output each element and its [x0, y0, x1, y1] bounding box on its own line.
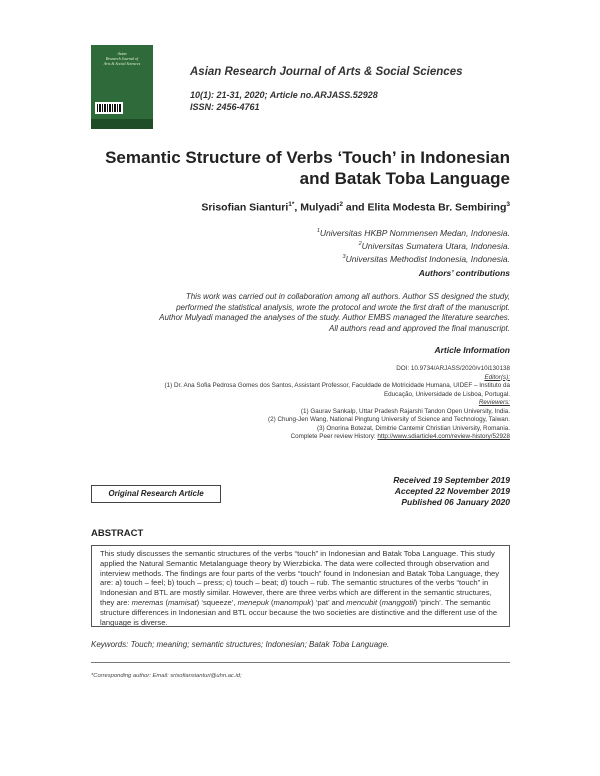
abstract-paren: (: [377, 597, 382, 607]
author-list: [100, 201, 510, 214]
author-name: Mulyadi: [300, 201, 340, 214]
abstract-heading: ABSTRACT: [91, 528, 144, 539]
published-date: Published 06 January 2020: [401, 497, 510, 507]
journal-cover-image: [91, 45, 153, 129]
contrib-text: [100, 292, 510, 334]
author-name: Srisofian Sianturi: [201, 201, 289, 214]
affiliation-sup: 3: [342, 253, 346, 260]
abstract-term: manggotil: [381, 597, 415, 607]
abstract-term: mencubit: [346, 597, 378, 607]
footnote-divider: [91, 662, 510, 663]
corresponding-author: *Corresponding author: Email: srisofiansianturi@uhn.ac.id;: [91, 673, 242, 679]
journal-volume: 10(1): 21-31, 2020; Article no.ARJASS.52928: [190, 90, 378, 100]
abstract-paren: (: [268, 597, 274, 607]
journal-name: Asian Research Journal of Arts & Social Sciences: [190, 66, 463, 78]
affiliation-list: [100, 226, 510, 264]
abstract-paren: ): [414, 597, 418, 607]
abstract-text: This study discusses the semantic structures of the verbs “touch” in Indonesian and Batak Toba Language. This study applied the Natural Semantic Metalanguage theory by Wierzbicka. The data were collected through observation and interview methods. The findings are four parts of the verbs “touch” found in Indonesian and Batak Toba Language, they are: a) touch – feel; b) touch – press; c) touch – beat; d) touch – rub. The semantic structures of the verbs “touch” in Indonesian and BTL are mostly similar. However, there are three verbs which are different in the semantic structures, they are:: [100, 549, 500, 607]
accepted-date: Accepted 22 November 2019: [394, 486, 510, 496]
contrib-heading: Authors’ contributions: [418, 268, 510, 278]
info-heading: Article Information: [434, 345, 510, 355]
abstract-paren: ): [196, 597, 200, 607]
abstract-text: ‘squeeze’,: [199, 597, 238, 607]
contrib-line: performed the statistical analysis, wrote the protocol and wrote the first draft of the manuscript.: [176, 302, 510, 312]
article-dates: [300, 475, 510, 508]
affiliation: [100, 239, 510, 252]
doi: DOI: 10.9734/ARJASS/2020/v10i130138: [396, 365, 510, 372]
paper-title-line: and Batak Toba Language: [299, 169, 510, 188]
received-date: Received 19 September 2019: [393, 475, 510, 485]
reviewer-line: (1) Gaurav Sankalp, Uttar Pradesh Rajarshi Tandon Open University, India.: [300, 407, 510, 415]
affiliation: [100, 252, 510, 265]
affiliation-sup: 2: [358, 240, 362, 247]
cover-band: [91, 119, 153, 129]
author-sup: 2: [339, 201, 343, 208]
paper-title-line: Semantic Structure of Verbs ‘Touch’ in Indonesian: [105, 148, 510, 167]
reviewer-label: Reviewers:: [478, 399, 510, 406]
keywords: Keywords: Touch; meaning; semantic structures; Indonesian; Batak Toba Language.: [91, 640, 390, 649]
cover-title-line: Asian: [117, 51, 127, 56]
journal-issn: ISSN: 2456-4761: [190, 102, 260, 112]
author-separator: and: [342, 201, 368, 214]
affiliation-text: Universitas HKBP Nommensen Medan, Indonesia.: [319, 227, 510, 238]
paper-title: [100, 147, 510, 189]
review-history-link[interactable]: http://www.sdiarticle4.com/review-history/52928: [377, 433, 510, 440]
cover-title: [97, 51, 147, 66]
reviewer-line: (3) Onorina Botezat, Dimitrie Cantemir Christian University, Romania.: [316, 424, 510, 432]
article-info: [60, 365, 510, 442]
abstract-term: menepuk: [237, 597, 269, 607]
article-type-badge: Original Research Article: [91, 485, 221, 503]
affiliation-sup: 1: [316, 228, 320, 234]
editor-line: (1) Dr. Ana Sofia Pedrosa Gomes dos Santos, Assistant Professor, Faculdade de Motricidade Humana, UIDEF – Instituto da: [164, 382, 510, 389]
author-name: Elita Modesta Br. Sembiring: [367, 201, 507, 214]
cover-title-line: Research Journal of: [105, 56, 139, 61]
affiliation: [100, 226, 510, 239]
editor-line: Educação, Universidade de Lisboa, Portugal.: [383, 390, 510, 398]
reviewer-line: (2) Chung-Jen Wang, National Pingtung University of Science and Technology, Taiwan.: [268, 416, 510, 423]
abstract-paren: (: [163, 597, 168, 607]
review-history: [60, 433, 510, 442]
abstract-term: meremas: [131, 597, 164, 607]
review-history-label: Complete Peer review History:: [290, 433, 378, 440]
affiliation-text: Universitas Methodist Indonesia, Indonesia.: [345, 253, 510, 264]
editor-label: Editor(s):: [484, 373, 510, 381]
contrib-line: All authors read and approved the final manuscript.: [329, 323, 510, 333]
abstract-term: mamisat: [167, 597, 197, 607]
author-separator: ,: [294, 201, 301, 214]
author-sup: 3: [506, 201, 510, 208]
barcode-bars: [97, 104, 121, 112]
cover-title-line: Arts & Social Sciences: [103, 61, 141, 66]
abstract-text: ‘pat’ and: [313, 597, 347, 607]
author-sup: 1*: [288, 201, 295, 208]
abstract-box: [91, 545, 510, 627]
abstract-paren: ): [311, 597, 314, 607]
abstract-text: ‘pinch’. The semantic structure differences in Indonesian and BTL occur because the two societies are distinctive and the different use of the language is diverse.: [100, 597, 498, 627]
contrib-line: Author Mulyadi managed the analyses of the study. Author EMBS managed the literature searches.: [159, 313, 510, 322]
affiliation-text: Universitas Sumatera Utara, Indonesia.: [361, 240, 510, 251]
contrib-line: This work was carried out in collaboration among all authors. Author SS designed the study,: [185, 292, 510, 301]
abstract-term: manompuk: [273, 597, 312, 607]
